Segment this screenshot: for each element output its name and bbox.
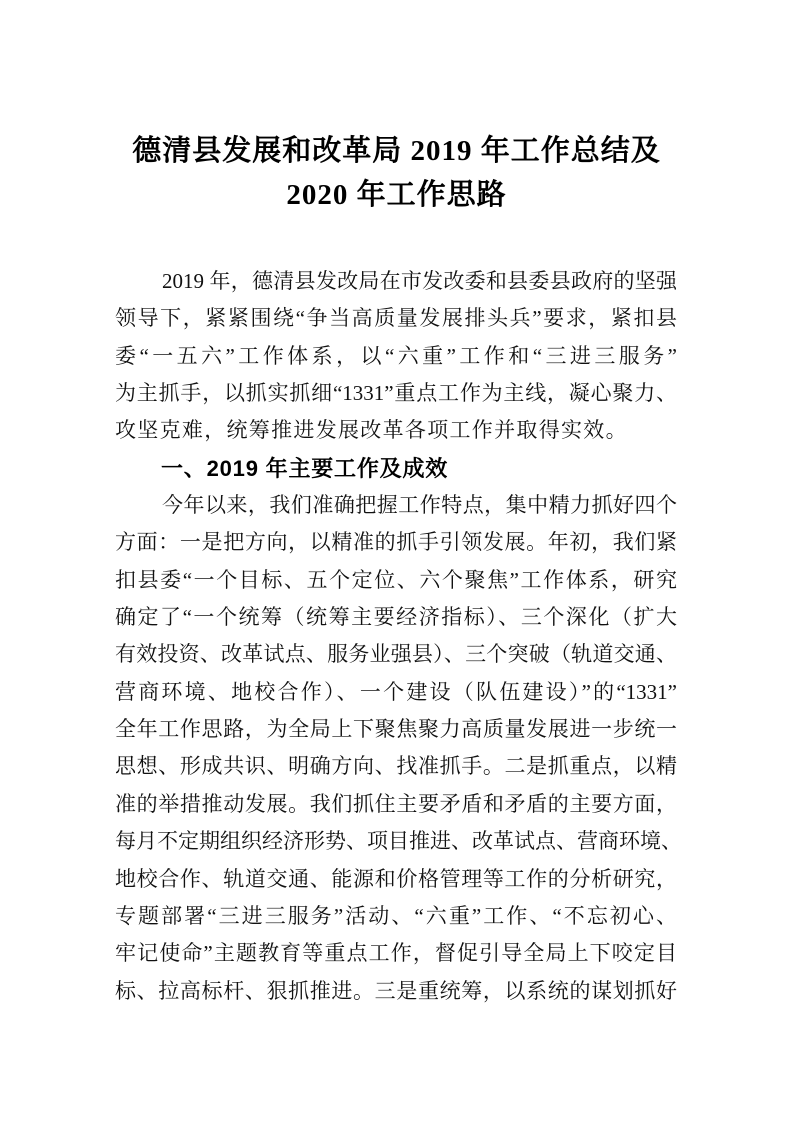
text-line: 方面：一是把方向，以精准的抓手引领发展。年初，我们紧 bbox=[115, 530, 677, 555]
title-line-2: 2020 年工作思路 bbox=[286, 179, 507, 211]
document-body bbox=[115, 263, 682, 1010]
text-line: 确定了“一个统筹（统筹主要经济指标）、三个深化（扩大 bbox=[115, 605, 677, 630]
intro-paragraph bbox=[115, 263, 677, 450]
text-line: 标、拉高标杆、狠抓推进。三是重统筹，以系统的谋划抓好 bbox=[115, 978, 677, 1003]
section-heading: 一、2019 年主要工作及成效 bbox=[161, 455, 449, 481]
text-line: 委“一五六”工作体系，以“六重”工作和“三进三服务” bbox=[115, 343, 677, 368]
section-paragraph bbox=[115, 487, 682, 1010]
text-line: 攻坚克难，统筹推进发展改革各项工作并取得实效。 bbox=[115, 418, 628, 443]
text-line: 思想、形成共识、明确方向、找准抓手。二是抓重点，以精 bbox=[115, 754, 677, 779]
text-line: 准的举措推动发展。我们抓住主要矛盾和矛盾的主要方面， bbox=[115, 791, 677, 816]
text-line: 全年工作思路，为全局上下聚焦聚力高质量发展进一步统一 bbox=[115, 717, 677, 742]
text-line: 营商环境、地校合作）、一个建设（队伍建设）”的“1331” bbox=[115, 679, 677, 704]
text-line: 每月不定期组织经济形势、项目推进、改革试点、营商环境、 bbox=[115, 829, 682, 854]
text-line: 扣县委“一个目标、五个定位、六个聚焦”工作体系，研究 bbox=[115, 567, 677, 592]
text-line: 领导下，紧紧围绕“争当高质量发展排头兵”要求，紧扣县 bbox=[115, 306, 677, 331]
text-line: 地校合作、轨道交通、能源和价格管理等工作的分析研究， bbox=[115, 866, 677, 891]
text-line: 有效投资、改革试点、服务业强县）、三个突破（轨道交通、 bbox=[115, 642, 677, 667]
text-line: 牢记使命”主题教育等重点工作，督促引导全局上下咬定目 bbox=[115, 941, 677, 966]
text-line: 2019 年，德清县发改局在市发改委和县委县政府的坚强 bbox=[162, 269, 677, 293]
text-line: 为主抓手，以抓实抓细“1331”重点工作为主线，凝心聚力、 bbox=[115, 381, 677, 406]
document-title bbox=[0, 129, 793, 217]
text-line: 专题部署“三进三服务”活动、“六重”工作、“不忘初心、 bbox=[115, 903, 677, 928]
text-line: 今年以来，我们准确把握工作特点，集中精力抓好四个 bbox=[162, 493, 677, 518]
title-line-1: 德清县发展和改革局 2019 年工作总结及 bbox=[132, 135, 661, 167]
